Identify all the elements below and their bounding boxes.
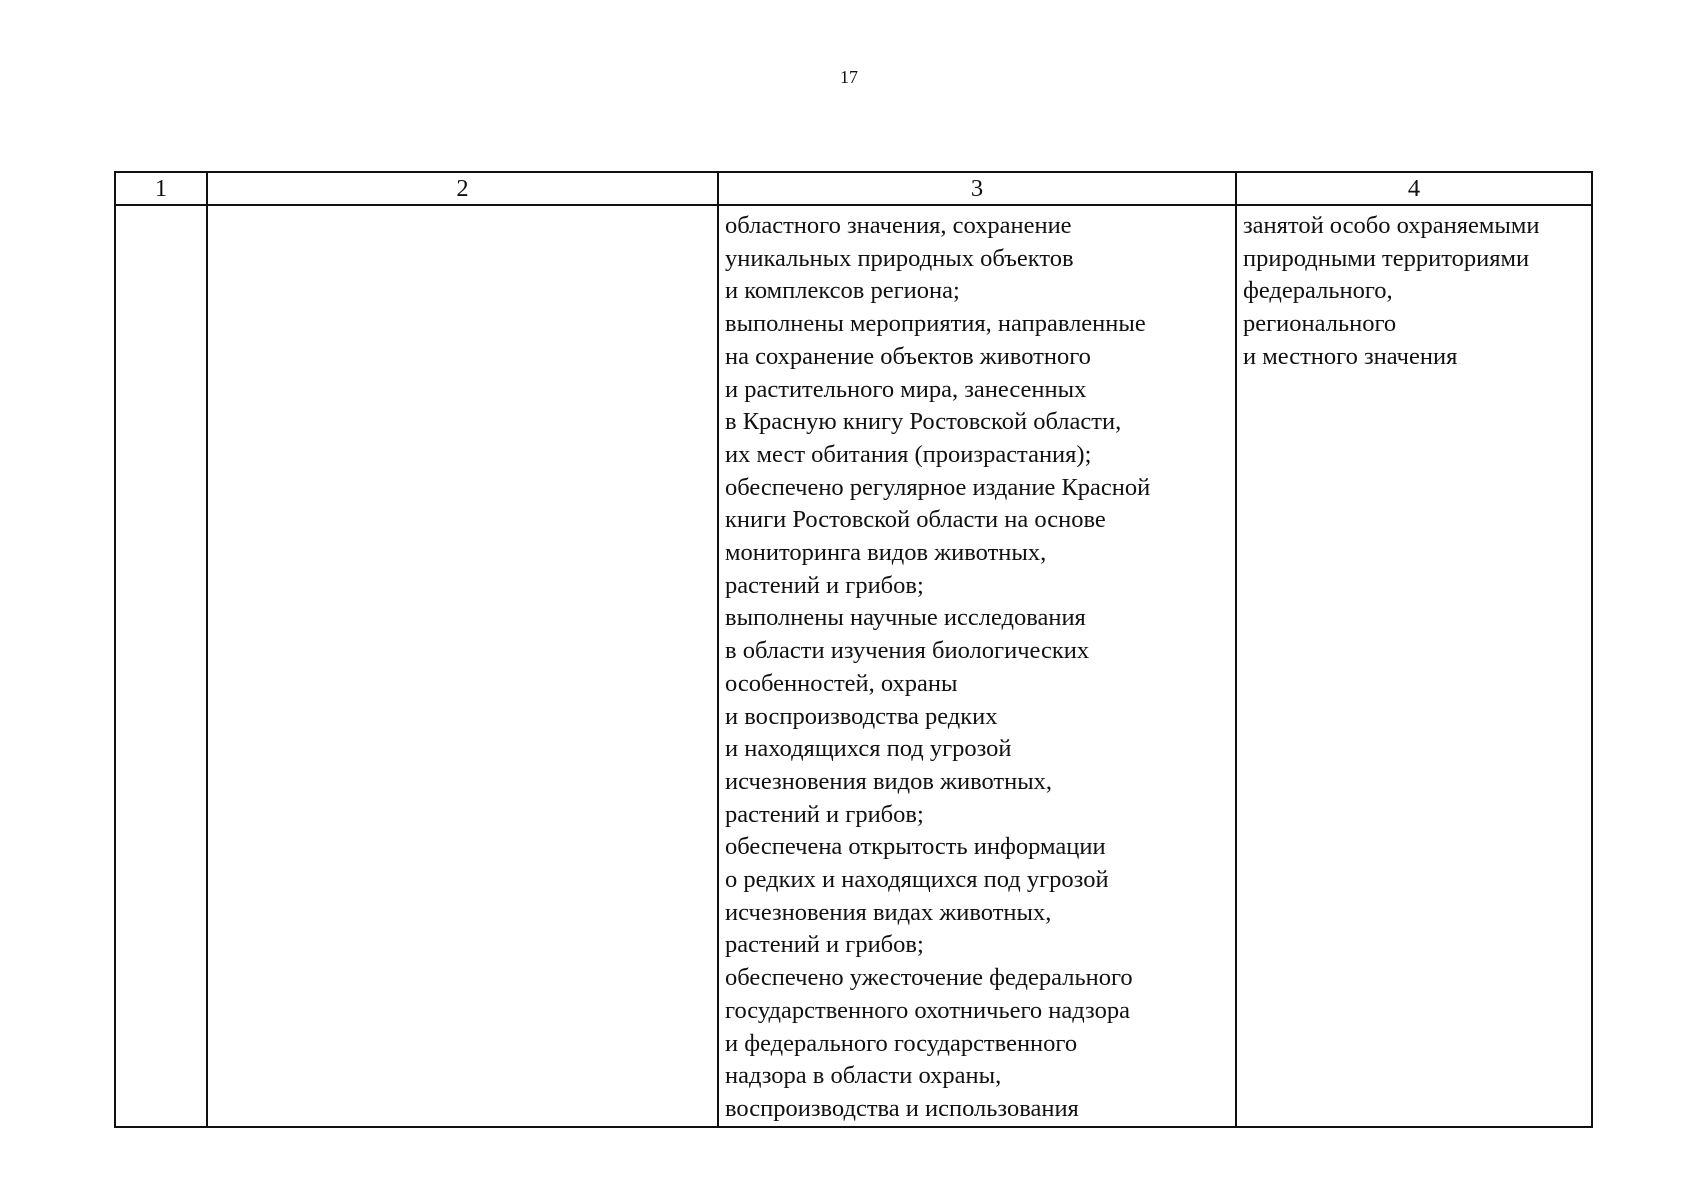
- row-cell-3: [718, 205, 1236, 1127]
- header-cell-4: 4: [1236, 172, 1592, 205]
- header-cell-3: 3: [718, 172, 1236, 205]
- page-number: 17: [840, 67, 858, 87]
- row-cell-3-text: областного значения, сохранение уникальных природных объектов и комплексов региона; выполнены мероприятия, направленные на сохранение объектов животного и растительного мира, занесенных в Красную книгу Ростовской области, их мест обитания (произрастания); обеспечено регулярное издание Красной книги Ростовской области на основе мониторинга видов животных, растений и грибов; выполнены научные исследования в области изучения биологических особенностей, охраны и воспроизводства редких и находящихся под угрозой исчезновения видов животных, растений и грибов; обеспечена открытость информации о редких и находящихся под угрозой исчезновения видах животных, растений и грибов; обеспечено ужесточение федерального государственного охотничьего надзора и федерального государственного надзора в области охраны, воспроизводства и использования: [725, 212, 1151, 1122]
- row-cell-1: [115, 205, 207, 1127]
- table-header-row: [115, 172, 1592, 205]
- table-row: [115, 205, 1592, 1127]
- document-table: [114, 171, 1593, 1128]
- row-cell-1-text: [116, 206, 206, 210]
- header-cell-2: 2: [207, 172, 718, 205]
- header-cell-1: 1: [115, 172, 207, 205]
- row-cell-2: [207, 205, 718, 1127]
- row-cell-4: [1236, 205, 1592, 1127]
- row-cell-2-text: [208, 206, 717, 210]
- row-cell-4-text: занятой особо охраняемыми природными территориями федерального, регионального и местного значения: [1243, 212, 1540, 370]
